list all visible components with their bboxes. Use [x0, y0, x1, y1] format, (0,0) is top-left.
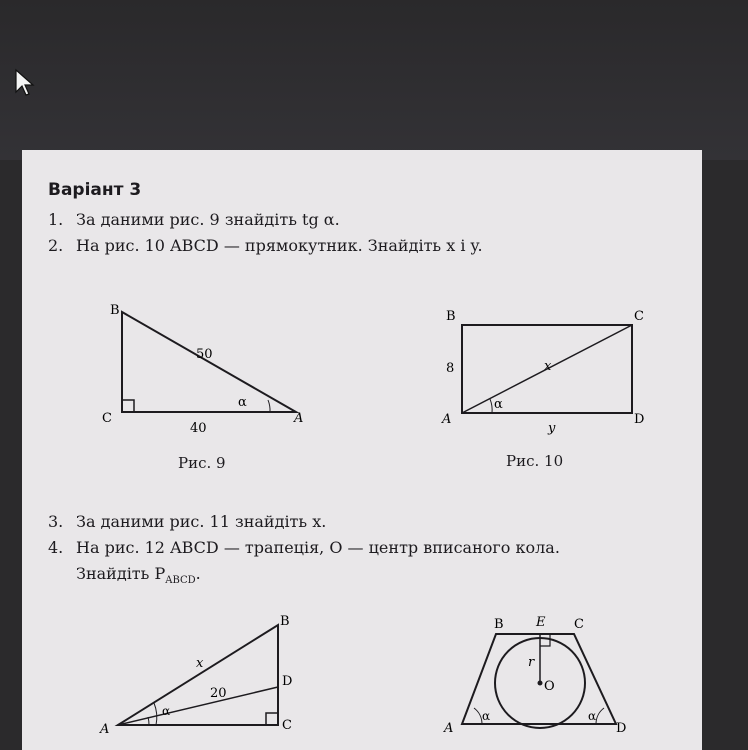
- vertex-label-b: B: [494, 617, 504, 632]
- task-number: 4.: [48, 538, 64, 557]
- task-text: За даними рис. 9 знайдіть tg α.: [76, 210, 340, 229]
- vertex-label-d: D: [634, 412, 645, 427]
- vertex-label-a: A: [100, 722, 110, 737]
- task-1: [48, 210, 340, 229]
- vertex-label-c: C: [102, 411, 112, 426]
- hypotenuse-label: x: [196, 656, 204, 671]
- task-text: На рис. 12 ABCD — трапеція, O — центр вписаного кола.: [76, 538, 560, 557]
- figure-10-caption: Рис. 10: [506, 452, 564, 470]
- side-label: 8: [446, 361, 455, 376]
- vertex-label-a: A: [294, 411, 304, 426]
- figure-9-right-triangle: [92, 300, 322, 440]
- task-text: За даними рис. 11 знайдіть x.: [76, 512, 327, 531]
- vertex-label-c: C: [282, 718, 292, 733]
- vertex-label-a: A: [444, 721, 454, 736]
- tangent-point-label-e: E: [536, 615, 546, 630]
- task-number: 2.: [48, 236, 64, 255]
- task-3: [48, 512, 326, 531]
- mouse-cursor-icon: [14, 68, 36, 98]
- diagonal-label: x: [544, 359, 552, 374]
- worksheet-page: [22, 150, 702, 750]
- perimeter-subscript: ABCD: [165, 575, 196, 587]
- vertex-label-b: B: [446, 309, 456, 324]
- vertex-label-b: B: [110, 303, 120, 318]
- segment-label: 20: [210, 686, 227, 701]
- center-label-o: O: [544, 679, 555, 694]
- task-text: На рис. 10 ABCD — прямокутник. Знайдіть x і y.: [76, 236, 483, 255]
- leg-label: 40: [190, 421, 207, 436]
- monitor-bezel: [0, 0, 748, 160]
- figure-10-rectangle: [422, 300, 662, 440]
- task-4-line-2: [76, 564, 201, 586]
- figure-9-caption: Рис. 9: [178, 454, 226, 472]
- task-4: [48, 538, 560, 557]
- angle-label-right: α: [588, 709, 597, 723]
- vertex-label-b: B: [280, 614, 290, 629]
- task-number: 1.: [48, 210, 64, 229]
- vertex-label-c: C: [574, 617, 584, 632]
- task-text: Знайдіть P: [76, 564, 166, 583]
- vertex-label-c: C: [634, 309, 644, 324]
- task-2: [48, 236, 483, 255]
- angle-label: α: [238, 395, 247, 410]
- hypotenuse-label: 50: [196, 347, 213, 362]
- angle-label: α: [494, 397, 503, 412]
- vertex-label-a: A: [442, 412, 452, 427]
- bottom-side-label: y: [548, 421, 556, 436]
- variant-title: Варіант 3: [48, 180, 142, 200]
- task-number: 3.: [48, 512, 64, 531]
- task-text-end: .: [195, 564, 201, 583]
- radius-label: r: [528, 655, 535, 670]
- figure-12-trapezoid: [432, 612, 632, 750]
- figure-11-triangle: [92, 605, 332, 750]
- vertex-label-d: D: [282, 674, 293, 689]
- vertex-label-d: D: [616, 721, 627, 736]
- angle-label-left: α: [482, 709, 491, 723]
- angle-label: α: [162, 704, 171, 718]
